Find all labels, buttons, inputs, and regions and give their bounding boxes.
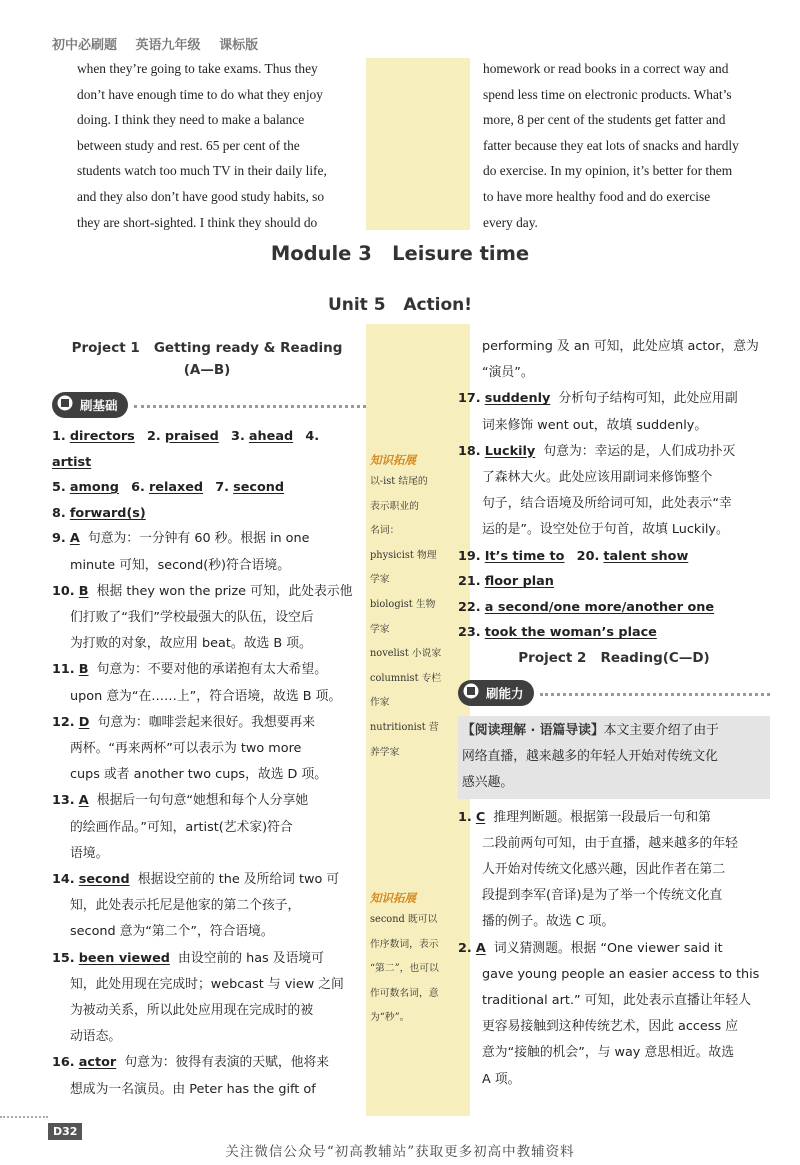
- text-line: physicist 物理: [370, 549, 437, 561]
- text-line: 根据设空前的 the 及所给词 two 可: [137, 872, 340, 888]
- answer: A: [69, 531, 80, 547]
- answer: B: [78, 583, 89, 599]
- text-line: fatter because they eat lots of snacks and hardly: [483, 137, 739, 153]
- text-line: 网络直播，越来越多的年轻人开始对传统文化: [462, 749, 718, 765]
- text-line: 二段前两句可知，由于直播，越来越多的年轻: [482, 835, 738, 851]
- q-number: 13.: [52, 793, 75, 809]
- text-line: 段提到李军(音译)是为了举一个传统文化直: [482, 888, 723, 904]
- explanation-16: [52, 1050, 362, 1102]
- text-line: 以-ist 结尾的: [370, 476, 428, 487]
- running-header: [52, 34, 272, 53]
- q-number: 9.: [52, 531, 66, 547]
- text-line: columnist 专栏: [370, 672, 442, 684]
- text-line: minute 可知，second(秒)符合语境。: [70, 557, 290, 573]
- note-heading: 知识拓展: [370, 453, 416, 467]
- answer: forward(s): [69, 505, 146, 521]
- badge-basic: [52, 392, 366, 418]
- note-heading: 知识拓展: [370, 891, 416, 905]
- text-line: 词义猜测题。根据 “One viewer said it: [493, 940, 723, 956]
- q-number: 6.: [131, 480, 145, 496]
- explanation-c2: [458, 936, 770, 1093]
- text-line: 本文主要介绍了由于: [603, 723, 719, 738]
- explanation-18: [458, 439, 770, 544]
- answer: artist: [52, 454, 92, 470]
- q-number: 2.: [458, 940, 472, 956]
- text-line: 句意为：一分钟有 60 秒。根据 in one: [87, 531, 310, 547]
- text-line: 名词：: [370, 525, 400, 537]
- text-line: students watch too much TV in their daily life,: [77, 163, 327, 179]
- q-number: 11.: [52, 662, 75, 678]
- badge-label: 刷能力: [486, 686, 524, 701]
- answer: directors: [69, 429, 135, 444]
- page-dots: [0, 1116, 48, 1118]
- answer: B: [78, 662, 89, 678]
- explanation-12: [52, 710, 362, 789]
- answer-22: [458, 595, 770, 621]
- answer: praised: [164, 429, 219, 444]
- text-line: “演员”。: [482, 365, 534, 381]
- answer: A: [475, 940, 486, 956]
- text-line: 知，此处用现在完成时；webcast 与 view 之间: [70, 976, 344, 992]
- text-line: “第二”，也可以: [370, 963, 439, 975]
- text-line: second 意为“第二个”，符合语境。: [70, 924, 274, 940]
- note-body: [370, 470, 470, 765]
- text-line: 作可数名词，意: [370, 987, 439, 999]
- q-number: 10.: [52, 583, 75, 599]
- text-line: 播的例子。故选 C 项。: [482, 914, 615, 930]
- text-line: 学家: [370, 574, 390, 586]
- explanation-9: [52, 526, 362, 578]
- text-line: nutritionist 营: [370, 721, 439, 733]
- project1-title: Project 1 Getting ready & Reading: [71, 340, 343, 356]
- explanation-14: [52, 867, 362, 946]
- q-number: 12.: [52, 714, 75, 730]
- explanation-17: [458, 386, 770, 438]
- q-number: 8.: [52, 505, 66, 521]
- note-body: [370, 908, 470, 1031]
- header-series: 初中必刷题: [52, 38, 118, 53]
- text-line: 学家: [370, 623, 390, 635]
- answer: among: [69, 480, 119, 496]
- q-number: 3.: [231, 429, 245, 444]
- text-line: 了森林大火。此处应该用副词来修饰整个: [482, 470, 713, 486]
- text-line: 分析句子结构可知，此处应用副: [558, 391, 738, 407]
- text-line: 作家: [370, 697, 390, 709]
- intro-left-column: [77, 56, 362, 235]
- text-line: gave young people an easier access to this: [482, 966, 760, 982]
- text-line: do exercise. In my opinion, it’s better for them: [483, 163, 733, 179]
- text-line: 根据后一句句意“她想和每个人分享她: [96, 793, 309, 809]
- answer: ahead: [248, 429, 294, 444]
- badge-pill: [458, 680, 534, 706]
- text-line: between study and rest. 65 per cent of the: [77, 137, 300, 153]
- answer: floor plan: [484, 574, 554, 590]
- unit-title: Unit 5 Action!: [327, 295, 473, 315]
- text-line: 想成为一名演员。由 Peter has the gift of: [70, 1081, 316, 1097]
- text-line: every day.: [483, 214, 538, 230]
- answer: took the woman’s place: [484, 625, 657, 641]
- text-line: 们打败了“我们”学校最强大的队伍，设空后: [70, 609, 314, 625]
- answers-row-1: [52, 424, 362, 475]
- text-line: 句意为：彼得有表演的天赋，他将来: [124, 1055, 330, 1071]
- answer-23: [458, 620, 770, 646]
- dotted-rule: [540, 693, 770, 696]
- text-line: 知，此处表示托尼是他家的第二个孩子，: [70, 898, 301, 914]
- text-line: 动语态。: [70, 1029, 122, 1045]
- text-line: performing 及 an 可知，此处应填 actor，意为: [482, 339, 759, 354]
- q-number: 7.: [215, 480, 230, 496]
- text-line: 推理判断题。根据第一段最后一句和第: [493, 809, 711, 825]
- q-number: 19.: [458, 548, 481, 564]
- text-line: 两杯。“再来两杯”可以表示为 two more: [70, 741, 302, 756]
- module-title: Module 3 Leisure time: [270, 242, 530, 265]
- answer: second: [233, 480, 285, 496]
- text-line: doing. I think they need to make a balance: [77, 112, 305, 128]
- header-edition: 课标版: [219, 38, 259, 53]
- answer: Luckily: [484, 443, 536, 459]
- badge-label: 刷基础: [80, 398, 118, 413]
- q-number: 21.: [458, 574, 481, 590]
- answer: suddenly: [484, 391, 551, 407]
- text-line: 作序数词，表示: [370, 938, 439, 950]
- sidebar-note-ist: [370, 452, 470, 765]
- text-line: 语境。: [70, 845, 109, 861]
- text-line: 养学家: [370, 746, 400, 758]
- answer: been viewed: [78, 950, 170, 966]
- text-line: novelist 小说家: [370, 648, 442, 660]
- answers-row-2: [52, 475, 362, 501]
- answers-right-column: [458, 334, 770, 1093]
- text-line: 为“秒”。: [370, 1012, 410, 1024]
- answer: relaxed: [148, 480, 204, 496]
- q-number: 4.: [305, 429, 320, 444]
- answer: A: [78, 793, 89, 809]
- reading-guide-box: [458, 716, 770, 799]
- footer-note: 关注微信公众号“初高教辅站”获取更多初高中教辅资料: [225, 1144, 575, 1160]
- answer: It’s time to: [484, 548, 565, 564]
- intro-right-column: [483, 56, 768, 235]
- badge-ability: [458, 680, 770, 706]
- text-line: cups 或者 another two cups，故选 D 项。: [70, 767, 328, 783]
- text-line: to have more healthy food and do exercise: [483, 188, 711, 204]
- q-number: 14.: [52, 872, 75, 888]
- text-line: A 项。: [482, 1071, 521, 1087]
- text-line: upon 意为“在……上”，符合语境，故选 B 项。: [70, 688, 342, 704]
- answers-row-3: [52, 501, 362, 527]
- answer: talent show: [603, 548, 689, 564]
- text-line: 为被动关系，所以此处应用现在完成时的被: [70, 1003, 314, 1019]
- explanation-10: [52, 579, 362, 658]
- text-line: 词来修饰 went out，故填 suddenly。: [482, 417, 708, 433]
- q-number: 5.: [52, 480, 66, 496]
- brush-icon: [462, 683, 480, 699]
- answer: C: [475, 809, 486, 825]
- text-line: they are short-sighted. I think they should do: [77, 214, 318, 230]
- answer: actor: [78, 1055, 117, 1071]
- explanation-15: [52, 946, 362, 1051]
- text-line: 人开始对传统文化感兴趣，因此作者在第二: [482, 862, 726, 878]
- q-number: 16.: [52, 1055, 75, 1071]
- text-line: 句意为：不要对他的承诺抱有太大希望。: [96, 662, 327, 678]
- text-line: 意为“接触的机会”，与 way 意思相近。故选: [482, 1045, 735, 1061]
- text-line: don’t have enough time to do what they enjoy: [77, 86, 323, 102]
- text-line: 句意为：咖啡尝起来很好。我想要再来: [97, 714, 316, 730]
- answers-19-20: [458, 544, 770, 570]
- text-line: 为打败的对象，故应用 beat。故选 B 项。: [70, 636, 312, 652]
- explanation-11: [52, 657, 362, 709]
- text-line: when they’re going to take exams. Thus they: [77, 61, 318, 76]
- project1-subtitle: (A—B): [183, 362, 231, 378]
- q-number: 22.: [458, 599, 481, 615]
- dotted-rule: [134, 405, 366, 408]
- continued-16: [458, 334, 770, 386]
- brush-icon: [56, 395, 74, 411]
- box-label: 【阅读理解 · 语篇导读】: [462, 723, 604, 738]
- sidebar-note-second: [370, 890, 470, 1031]
- text-line: 由设空前的 has 及语境可: [178, 950, 324, 966]
- answer: a second/one more/another one: [484, 599, 715, 615]
- text-line: more, 8 per cent of the students get fatter and: [483, 112, 726, 128]
- text-line: 的绘画作品。”可知，artist(艺术家)符合: [70, 819, 293, 835]
- text-line: 根据 they won the prize 可知，此处表示他: [96, 583, 353, 599]
- text-line: spend less time on electronic products. What’s: [483, 86, 732, 102]
- q-number: 1.: [458, 809, 472, 825]
- text-line: biologist 生物: [370, 598, 436, 610]
- page-number: D32: [48, 1123, 82, 1140]
- answers-left-column: [52, 340, 362, 1103]
- text-line: traditional art.” 可知，此处表示直播让年轻人: [482, 993, 752, 1009]
- q-number: 1.: [52, 429, 66, 444]
- text-line: 句子，结合语境及所给词可知，此处表示“幸: [482, 496, 732, 512]
- q-number: 17.: [458, 391, 481, 407]
- text-line: second 既可以: [370, 914, 438, 925]
- text-line: and they also don’t have good study habits, so: [77, 188, 325, 204]
- text-line: 句意为：幸运的是，人们成功扑灭: [543, 443, 736, 459]
- q-number: 20.: [576, 548, 600, 564]
- project2-title: Project 2 Reading(C—D): [518, 650, 710, 666]
- sidebar-strip-top: [366, 58, 470, 230]
- answer-21: [458, 569, 770, 595]
- text-line: 表示职业的: [370, 500, 419, 512]
- text-line: 感兴趣。: [462, 775, 514, 791]
- answer: D: [78, 714, 90, 730]
- q-number: 15.: [52, 950, 75, 966]
- answer: second: [78, 872, 130, 888]
- explanation-c1: [458, 805, 770, 936]
- text-line: homework or read books in a correct way and: [483, 61, 729, 76]
- header-subject: 英语九年级: [135, 38, 201, 53]
- text-line: 更容易接触到这种传统艺术，因此 access 应: [482, 1019, 739, 1035]
- q-number: 2.: [147, 429, 161, 444]
- q-number: 23.: [458, 625, 481, 641]
- q-number: 18.: [458, 443, 481, 459]
- explanation-13: [52, 788, 362, 867]
- badge-pill: [52, 392, 128, 418]
- text-line: 运的是”。设空处位于句首，故填 Luckily。: [482, 522, 729, 538]
